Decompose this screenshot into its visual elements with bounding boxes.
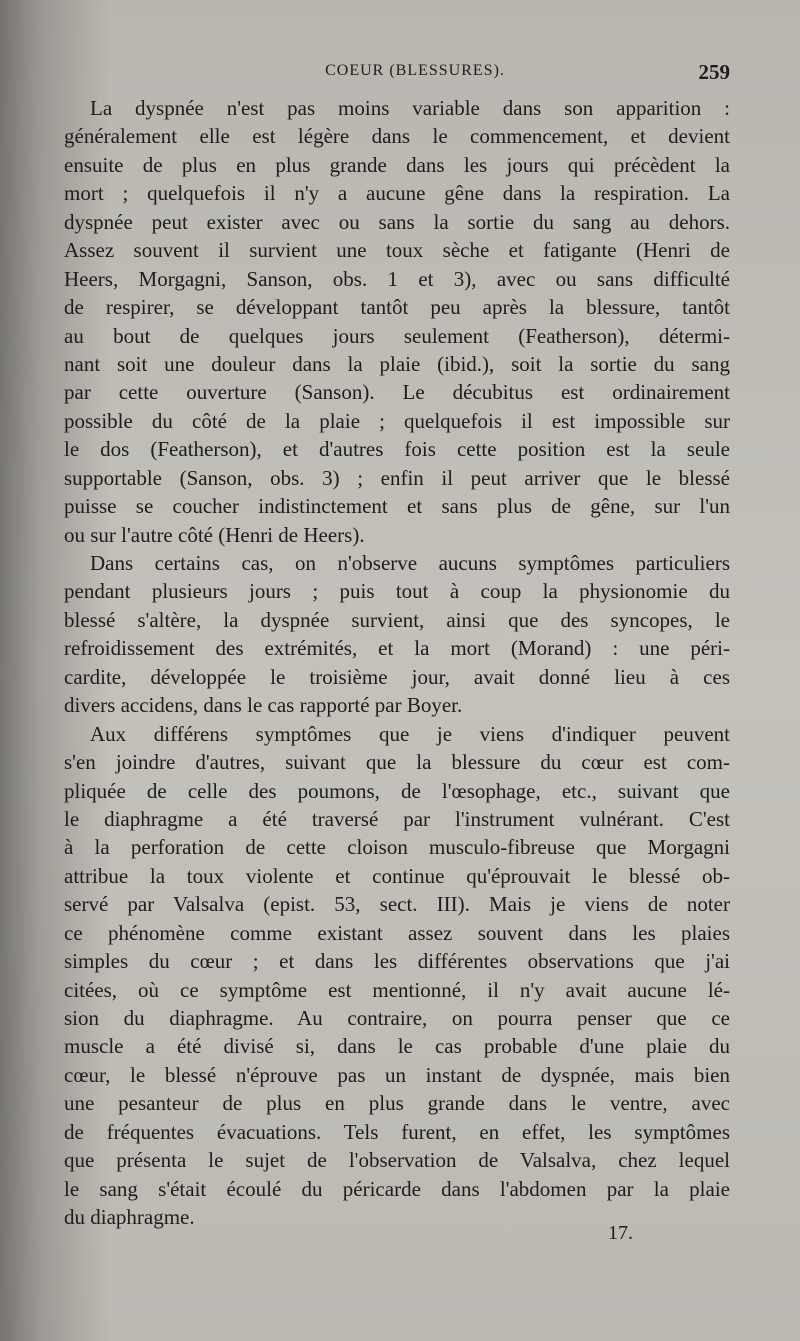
text-line: cardite, développée le troisième jour, avait donné lieu à ces xyxy=(64,664,730,689)
text-line: que présenta le sujet de l'observation de Valsalva, chez lequel xyxy=(64,1148,730,1173)
text-line: généralement elle est légère dans le commencement, et devient xyxy=(64,124,730,149)
running-title: COEUR (BLESSURES). xyxy=(325,62,505,79)
text-line: La dyspnée n'est pas moins variable dans son apparition : xyxy=(90,96,730,120)
text-line: puisse se coucher indistinctement et sans plus de gêne, sur l'un xyxy=(64,494,730,519)
running-head xyxy=(60,62,730,86)
text-line: muscle a été divisé si, dans le cas probable d'une plaie du xyxy=(64,1034,730,1059)
text-line: simples du cœur ; et dans les différentes observations que j'ai xyxy=(64,949,730,974)
text-line: Aux différens symptômes que je viens d'indiquer peuvent xyxy=(90,721,730,746)
text-line: s'en joindre d'autres, suivant que la blessure du cœur est com- xyxy=(64,750,730,775)
text-line: par cette ouverture (Sanson). Le décubitus est ordinairement xyxy=(64,380,730,405)
text-line: le dos (Featherson), et d'autres fois cette position est la seule xyxy=(64,437,730,462)
text-line: à la perforation de cette cloison musculo-fibreuse que Morgagni xyxy=(64,835,730,860)
text-line: le diaphragme a été traversé par l'instrument vulnérant. C'est xyxy=(64,806,730,831)
text-line: Dans certains cas, on n'observe aucuns symptômes particuliers xyxy=(90,551,730,575)
text-line: au bout de quelques jours seulement (Featherson), détermi- xyxy=(64,323,730,348)
signature-mark: 17. xyxy=(608,1222,633,1244)
text-line: sion du diaphragme. Au contraire, on pourra penser que ce xyxy=(64,1006,730,1030)
text-line: possible du côté de la plaie ; quelquefois il est impossible sur xyxy=(64,408,730,433)
page-number: 259 xyxy=(698,60,730,84)
text-line: ou sur l'autre côté (Henri de Heers). xyxy=(64,522,365,547)
text-line: supportable (Sanson, obs. 3) ; enfin il peut arriver que le blessé xyxy=(64,465,730,490)
text-line: blessé s'altère, la dyspnée survient, ainsi que des syncopes, le xyxy=(64,607,730,632)
text-line: Assez souvent il survient une toux sèche et fatigante (Henri de xyxy=(64,238,730,263)
text-line: ce phénomène comme existant assez souvent dans les plaies xyxy=(64,920,730,945)
text-line: dyspnée peut exister avec ou sans la sortie du sang au dehors. xyxy=(64,209,730,234)
text-line: attribue la toux violente et continue qu'éprouvait le blessé ob- xyxy=(64,863,730,888)
text-line: nant soit une douleur dans la plaie (ibid.), soit la sortie du sang xyxy=(64,351,730,376)
text-line: de respirer, se développant tantôt peu après la blessure, tantôt xyxy=(64,295,730,320)
text-line: cœur, le blessé n'éprouve pas un instant de dyspnée, mais bien xyxy=(64,1062,730,1087)
text-line: du diaphragme. xyxy=(64,1205,195,1230)
text-line: citées, où ce symptôme est mentionné, il n'y avait aucune lé- xyxy=(64,977,730,1002)
text-line: servé par Valsalva (epist. 53, sect. III). Mais je viens de noter xyxy=(64,892,730,917)
text-line: pliquée de celle des poumons, de l'œsophage, etc., suivant que xyxy=(64,778,730,803)
text-line: une pesanteur de plus en plus grande dans le ventre, avec xyxy=(64,1091,730,1116)
body-text xyxy=(64,94,730,1232)
text-line: mort ; quelquefois il n'y a aucune gêne dans la respiration. La xyxy=(64,181,730,206)
text-line: le sang s'était écoulé du péricarde dans l'abdomen par la plaie xyxy=(64,1176,730,1201)
text-line: ensuite de plus en plus grande dans les jours qui précèdent la xyxy=(64,152,730,177)
text-line: de fréquentes évacuations. Tels furent, en effet, les symptômes xyxy=(64,1119,730,1144)
text-line: pendant plusieurs jours ; puis tout à coup la physionomie du xyxy=(64,579,730,604)
text-line: Heers, Morgagni, Sanson, obs. 1 et 3), avec ou sans difficulté xyxy=(64,266,730,291)
text-line: divers accidens, dans le cas rapporté par Boyer. xyxy=(64,693,463,718)
text-line: refroidissement des extrémités, et la mort (Morand) : une péri- xyxy=(64,636,730,661)
